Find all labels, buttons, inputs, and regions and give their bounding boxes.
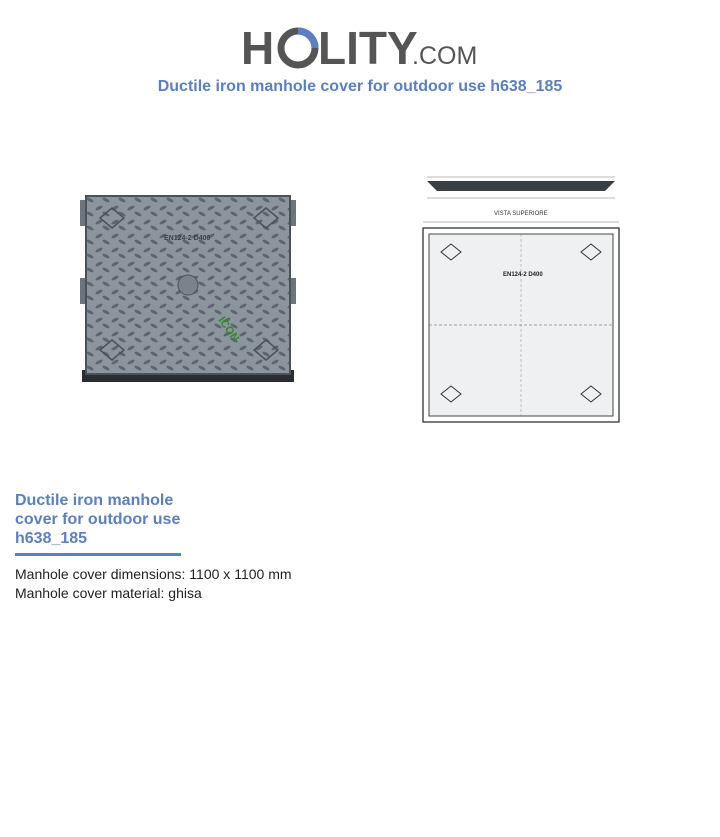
logo-h: H [241,22,275,72]
drawing-top-view [423,222,619,422]
holity-logo [0,8,720,72]
spec-material: Manhole cover material: ghisa [15,585,202,601]
page-title: Ductile iron manhole cover for outdoor use h638_185 [157,78,563,95]
drawing-marking: EN124-2 D400 [503,272,543,278]
heading-underline [15,553,181,556]
photo-brand-stamp: ICON [215,314,242,345]
drawing-caption: VISTA SUPERIORE [494,211,548,217]
manhole-cover-photo [78,190,298,390]
logo-lity: LITY [318,22,418,72]
product-heading: Ductile iron manhole cover for outdoor use h638_185 [15,492,181,547]
drawing-section-view [427,177,615,198]
photo-marking: EN124-2 D400 [164,235,211,242]
logo-o-emblem [281,31,315,65]
technical-drawing [405,168,635,430]
spec-dimensions: Manhole cover dimensions: 1100 x 1100 mm [15,566,292,582]
logo-domain: .COM [412,42,478,70]
